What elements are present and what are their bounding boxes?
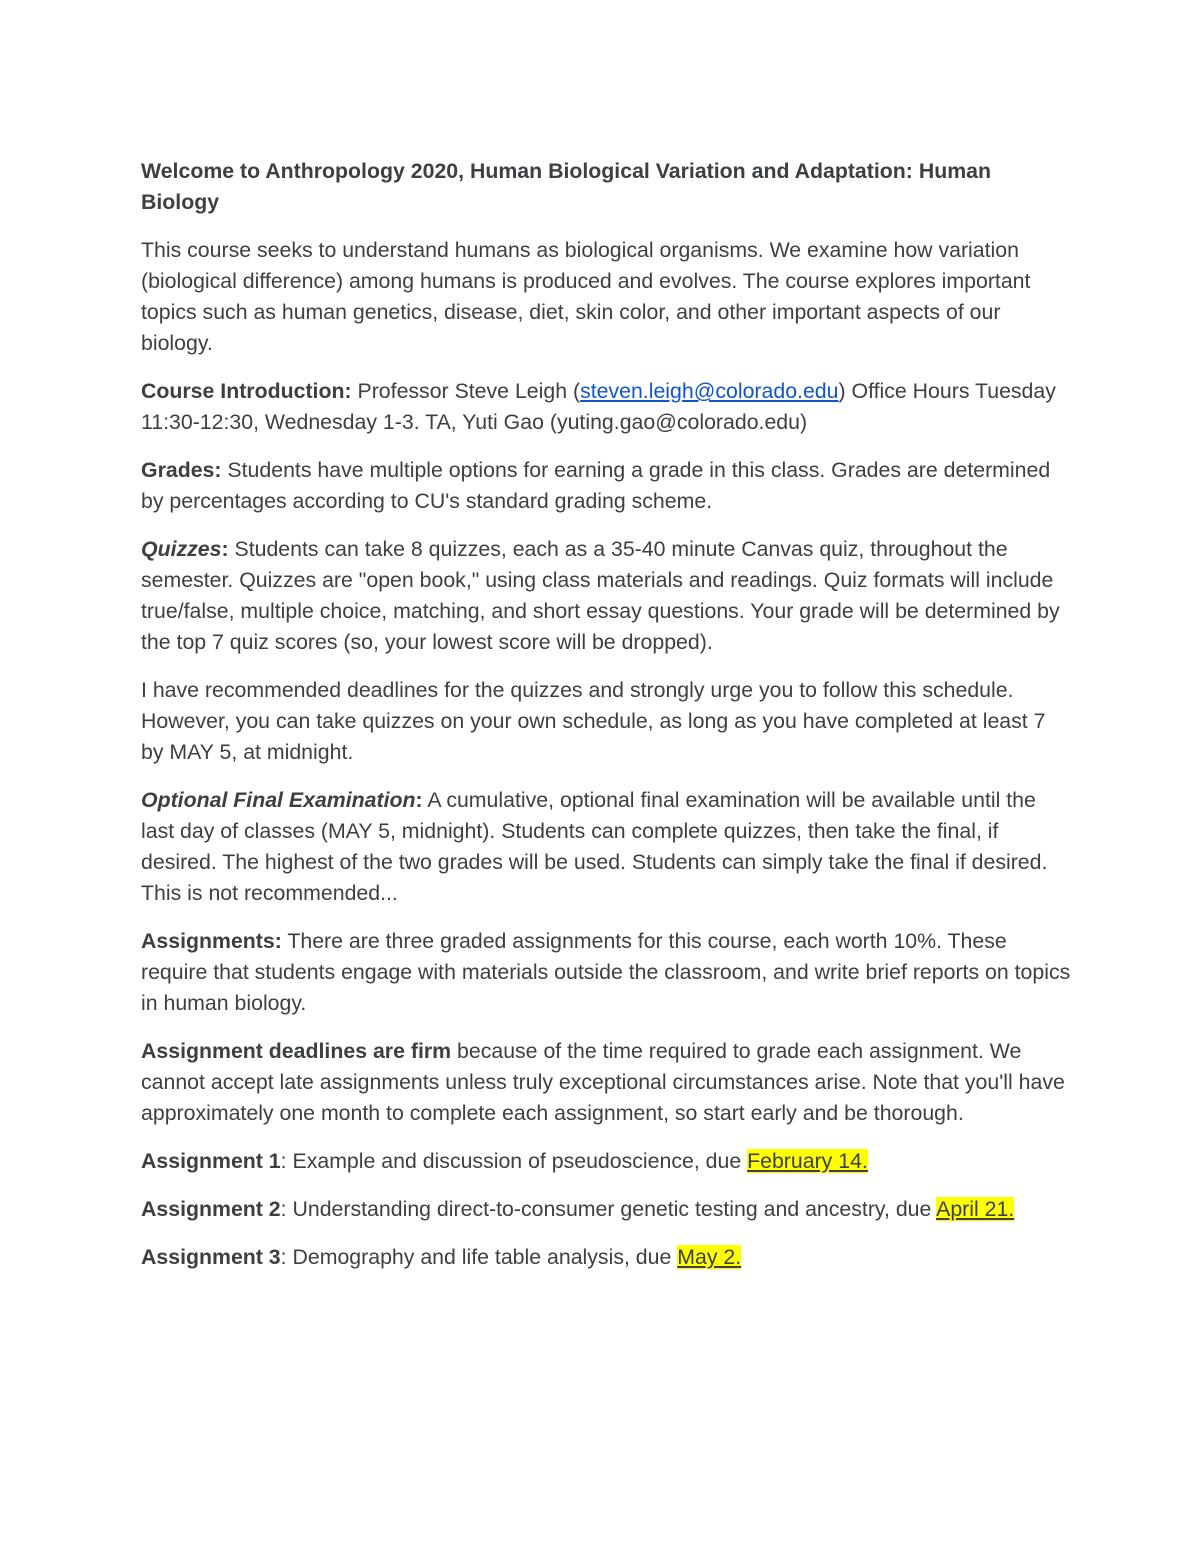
course-intro-text-after: ) Office Hours Tuesday 11:30-12:30, Wednesday 1-3. TA, Yuti Gao (yuting.gao@colorado.edu) <box>141 379 1056 434</box>
assignment-1-due-date: February 14. <box>747 1149 868 1173</box>
assignment-deadlines-paragraph <box>141 1036 1071 1129</box>
assignment-2-due-date: April 21. <box>936 1197 1015 1221</box>
assignments-label: Assignments: <box>141 929 282 953</box>
assignments-paragraph <box>141 926 1071 1019</box>
document-page <box>141 156 1071 1290</box>
assignment-2-text: : Understanding direct-to-consumer genetic testing and ancestry, due <box>280 1197 937 1221</box>
assignment-2-paragraph <box>141 1194 1071 1225</box>
course-intro-label: Course Introduction: <box>141 379 352 403</box>
assignment-1-paragraph <box>141 1146 1071 1177</box>
grades-paragraph <box>141 455 1071 517</box>
assignment-3-due-date: May 2. <box>677 1245 742 1269</box>
assignment-deadlines-label: Assignment deadlines are firm <box>141 1039 452 1063</box>
assignment-2-label: Assignment 2 <box>141 1197 281 1221</box>
assignment-3-label: Assignment 3 <box>141 1245 281 1269</box>
assignment-3-paragraph <box>141 1242 1071 1273</box>
quizzes-colon: : <box>221 537 229 561</box>
assignments-text: There are three graded assignments for this course, each worth 10%. These require that students engage with materials outside the classroom, and write brief reports on topics in human biology. <box>141 929 1071 1015</box>
course-intro-paragraph <box>141 376 1071 438</box>
intro-paragraph: This course seeks to understand humans as biological organisms. We examine how variation (biological difference) among humans is produced and evolves. The course explores important topics such as human genetics, disease, diet, skin color, and other important aspects of our biology. <box>141 238 1031 355</box>
final-exam-label: Optional Final Examination <box>141 788 416 812</box>
final-exam-text: A cumulative, optional final examination will be available until the last day of classes (MAY 5, midnight). Students can complete quizzes, then take the final, if desired. The highest of the two grades will be used. Students can simply take the final if desired. This is not recommended... <box>141 788 1048 905</box>
document-title: Welcome to Anthropology 2020, Human Biological Variation and Adaptation: Human Biology <box>141 159 991 214</box>
assignment-1-label: Assignment 1 <box>141 1149 281 1173</box>
quizzes-label: Quizzes <box>141 537 222 561</box>
final-exam-colon: : <box>415 788 423 812</box>
course-intro-text-before: Professor Steve Leigh ( <box>351 379 581 403</box>
grades-label: Grades: <box>141 458 222 482</box>
final-exam-paragraph <box>141 785 1071 909</box>
assignment-3-text: : Demography and life table analysis, due <box>280 1245 678 1269</box>
deadlines-paragraph: I have recommended deadlines for the quizzes and strongly urge you to follow this schedule. However, you can take quizzes on your own schedule, as long as you have completed at least 7 by MAY 5, at midnight. <box>141 678 1046 764</box>
quizzes-text: Students can take 8 quizzes, each as a 35-40 minute Canvas quiz, throughout the semester. Quizzes are "open book," using class materials and readings. Quiz formats will include true/false, multiple choice, matching, and short essay questions. Your grade will be determined by the top 7 quiz scores (so, your lowest score will be dropped). <box>141 537 1060 654</box>
assignment-deadlines-text: because of the time required to grade each assignment. We cannot accept late assignments unless truly exceptional circumstances arise. Note that you'll have approximately one month to complete each assignment, so start early and be thorough. <box>141 1039 1065 1125</box>
assignment-1-text: : Example and discussion of pseudoscience, due <box>280 1149 748 1173</box>
professor-email-link[interactable]: steven.leigh@colorado.edu <box>580 379 839 403</box>
quizzes-paragraph <box>141 534 1071 658</box>
grades-text: Students have multiple options for earning a grade in this class. Grades are determined by percentages according to CU's standard grading scheme. <box>141 458 1051 513</box>
